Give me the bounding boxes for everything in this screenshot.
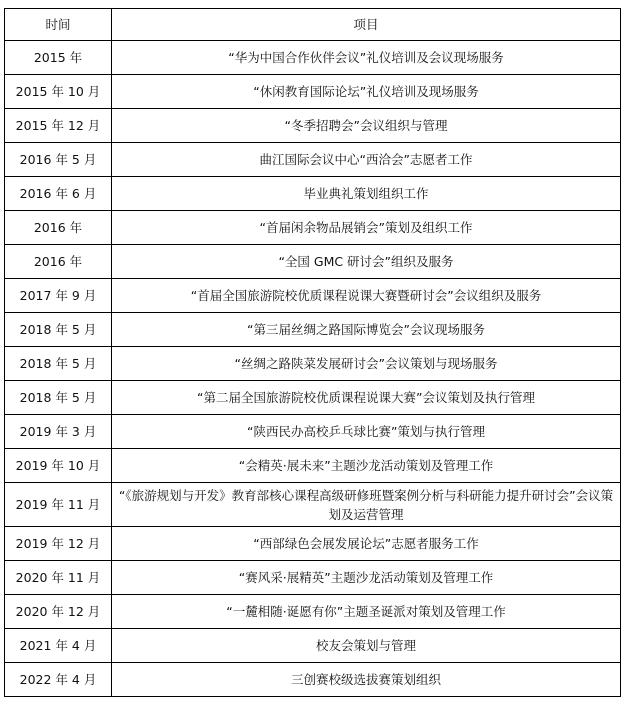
item-cell: “丝绸之路陕菜发展研讨会”会议策划与现场服务 <box>112 347 621 381</box>
table-row <box>5 313 621 347</box>
table-row <box>5 245 621 279</box>
table-header-row <box>5 9 621 41</box>
table-row <box>5 629 621 663</box>
table-row <box>5 527 621 561</box>
table-body <box>5 41 621 697</box>
time-cell: 2019 年 12 月 <box>5 527 112 561</box>
table-row <box>5 279 621 313</box>
time-cell: 2015 年 12 月 <box>5 109 112 143</box>
table-row <box>5 415 621 449</box>
table-row <box>5 561 621 595</box>
item-cell: “会精英·展未来”主题沙龙活动策划及管理工作 <box>112 449 621 483</box>
item-cell: “一麓相随·诞愿有你”主题圣诞派对策划及管理工作 <box>112 595 621 629</box>
column-header-item: 项目 <box>112 9 621 41</box>
item-cell: 曲江国际会议中心“西洽会”志愿者工作 <box>112 143 621 177</box>
time-cell: 2018 年 5 月 <box>5 313 112 347</box>
item-cell: “华为中国合作伙伴会议”礼仪培训及会议现场服务 <box>112 41 621 75</box>
column-header-time: 时间 <box>5 9 112 41</box>
time-cell: 2019 年 11 月 <box>5 483 112 527</box>
item-cell: “首届全国旅游院校优质课程说课大赛暨研讨会”会议组织及服务 <box>112 279 621 313</box>
item-cell: “西部绿色会展发展论坛”志愿者服务工作 <box>112 527 621 561</box>
time-cell: 2019 年 10 月 <box>5 449 112 483</box>
time-cell: 2019 年 3 月 <box>5 415 112 449</box>
item-cell: “冬季招聘会”会议组织与管理 <box>112 109 621 143</box>
table-row <box>5 381 621 415</box>
table-row <box>5 449 621 483</box>
item-cell: “陕西民办高校乒乓球比赛”策划与执行管理 <box>112 415 621 449</box>
item-cell: “休闲教育国际论坛”礼仪培训及现场服务 <box>112 75 621 109</box>
time-cell: 2021 年 4 月 <box>5 629 112 663</box>
table-row <box>5 109 621 143</box>
table-row <box>5 483 621 527</box>
item-cell: “赛风采·展精英”主题沙龙活动策划及管理工作 <box>112 561 621 595</box>
table-row <box>5 177 621 211</box>
time-cell: 2017 年 9 月 <box>5 279 112 313</box>
item-cell: “《旅游规划与开发》教育部核心课程高级研修班暨案例分析与科研能力提升研讨会”会议策划及运营管理 <box>112 483 621 527</box>
time-cell: 2020 年 11 月 <box>5 561 112 595</box>
time-cell: 2022 年 4 月 <box>5 663 112 697</box>
time-cell: 2016 年 6 月 <box>5 177 112 211</box>
item-cell: “第三届丝绸之路国际博览会”会议现场服务 <box>112 313 621 347</box>
table-row <box>5 75 621 109</box>
item-cell: 三创赛校级选拔赛策划组织 <box>112 663 621 697</box>
time-cell: 2016 年 <box>5 245 112 279</box>
item-cell: “第二届全国旅游院校优质课程说课大赛”会议策划及执行管理 <box>112 381 621 415</box>
time-cell: 2016 年 5 月 <box>5 143 112 177</box>
time-cell: 2016 年 <box>5 211 112 245</box>
table-row <box>5 41 621 75</box>
item-cell: “全国 GMC 研讨会”组织及服务 <box>112 245 621 279</box>
time-cell: 2020 年 12 月 <box>5 595 112 629</box>
time-cell: 2018 年 5 月 <box>5 381 112 415</box>
time-cell: 2018 年 5 月 <box>5 347 112 381</box>
time-cell: 2015 年 <box>5 41 112 75</box>
item-cell: “首届闲余物品展销会”策划及组织工作 <box>112 211 621 245</box>
table-row <box>5 663 621 697</box>
table-row <box>5 143 621 177</box>
item-cell: 校友会策划与管理 <box>112 629 621 663</box>
time-cell: 2015 年 10 月 <box>5 75 112 109</box>
event-history-table <box>4 8 621 697</box>
table-row <box>5 595 621 629</box>
table-row <box>5 347 621 381</box>
item-cell: 毕业典礼策划组织工作 <box>112 177 621 211</box>
table-row <box>5 211 621 245</box>
